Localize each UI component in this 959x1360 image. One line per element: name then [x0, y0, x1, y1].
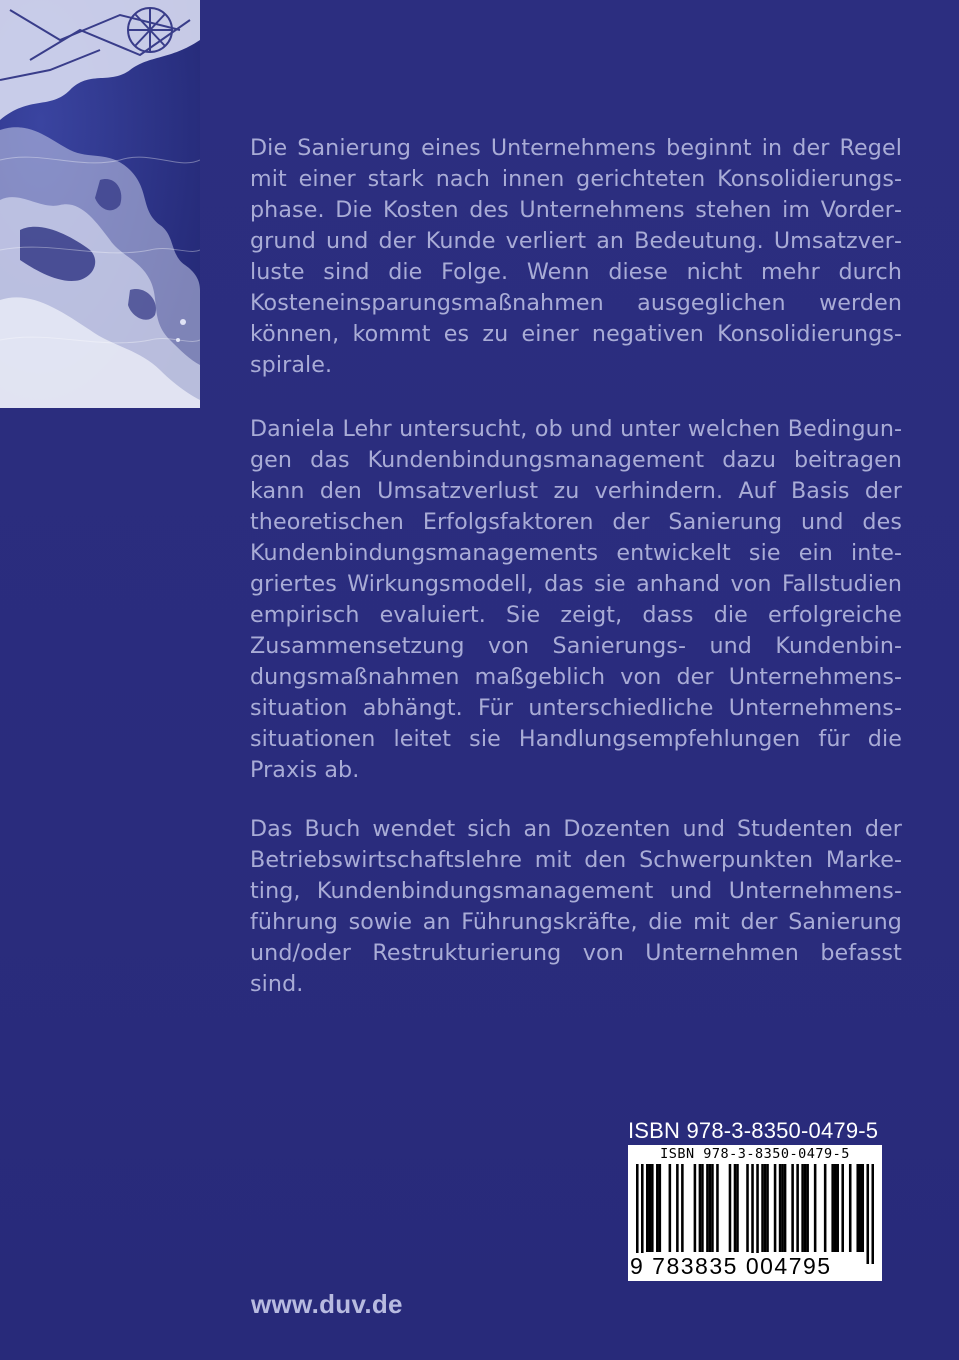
blurb-paragraph-3: Das Buch wendet sich an Dozenten und Studenten der Betriebswirtschaftslehre mit den Schwerpunkten Marketing, Kundenbindungsmanagement und Unternehmensführung sowie an Führungskräfte, die mit der Sanierung und/oder Restrukturierung von Unternehmen befasst sind. — [250, 816, 902, 997]
barcode-bars — [636, 1164, 874, 1264]
barcode-bar — [701, 1164, 704, 1252]
barcode-bar — [736, 1164, 739, 1252]
barcode-isbn-text: ISBN 978-3-8350-0479-5 — [660, 1146, 850, 1162]
barcode-bar — [871, 1164, 874, 1264]
barcode-bar — [784, 1164, 787, 1252]
barcode-bar — [709, 1164, 712, 1252]
barcode — [628, 1145, 882, 1281]
barcode-bar — [716, 1164, 719, 1252]
barcode-bar — [796, 1164, 799, 1252]
barcode-bar — [761, 1164, 764, 1252]
blurb-paragraph-1: Die Sanierung eines Unternehmens beginnt in der Regel mit einer stark nach innen gerichteten Konsolidierungsphase. Die Kosten des Unternehmens stehen im Vordergrund und der Kunde verliert an Bedeutung. Umsatzverluste sind die Folge. Wenn diese nicht mehr durch Kosteneinsparungsmaßnahmen ausgeglichen werden können, kommt es zu einer negativen Konsolidierungsspirale. — [250, 135, 902, 378]
barcode-bar — [649, 1164, 652, 1252]
barcode-bar — [651, 1164, 654, 1252]
barcode-bar — [804, 1164, 807, 1252]
barcode-bar — [791, 1164, 794, 1252]
barcode-bar — [841, 1164, 844, 1252]
barcode-bar — [659, 1164, 662, 1252]
barcode-bar — [699, 1164, 702, 1252]
barcode-bar — [729, 1164, 732, 1252]
barcode-bar — [831, 1164, 834, 1252]
barcode-bar — [824, 1164, 827, 1252]
barcode-bar — [836, 1164, 839, 1252]
barcode-bar — [751, 1164, 754, 1264]
barcode-bar — [779, 1164, 782, 1252]
barcode-bar — [814, 1164, 817, 1252]
barcode-bar — [861, 1164, 864, 1252]
barcode-bar — [801, 1164, 804, 1252]
barcode-bar — [641, 1164, 644, 1264]
barcode-bar — [766, 1164, 769, 1252]
barcode-bar — [656, 1164, 659, 1252]
barcode-bar — [859, 1164, 862, 1252]
barcode-bar — [711, 1164, 714, 1252]
barcode-bar — [706, 1164, 709, 1252]
barcode-bar — [746, 1164, 749, 1252]
barcode-bar — [856, 1164, 859, 1252]
barcode-digits: 9 783835 004795 — [630, 1253, 832, 1279]
barcode-bar — [636, 1164, 639, 1264]
barcode-bar — [676, 1164, 679, 1252]
blurb-paragraph-2: Daniela Lehr untersucht, ob und unter welchen Bedingungen das Kundenbindungsmanagement dazu beitragen kann den Umsatzverlust zu verhindern. Auf Basis der theoretischen Erfolgsfaktoren der Sanierung und des Kundenbindungsmanagements entwickelt sie ein integriertes Wirkungsmodell, das sie anhand von Fallstudien empirisch evaluiert. Sie zeigt, dass die erfolgreiche Zusammensetzung von Sanierungs- und Kundenbindungsmaßnahmen maßgeblich von der Unternehmenssituation abhängt. Für unterschiedliche Unternehmenssituationen leitet sie Handlungsempfehlungen für die Praxis ab. — [250, 416, 902, 783]
barcode-bar — [681, 1164, 684, 1252]
barcode-bar — [781, 1164, 784, 1252]
barcode-bar — [669, 1164, 672, 1252]
barcode-bar — [806, 1164, 809, 1252]
barcode-bar — [646, 1164, 649, 1252]
globe-map-image — [0, 0, 200, 408]
barcode-bar — [834, 1164, 837, 1252]
barcode-bar — [734, 1164, 737, 1252]
publisher-url: www.duv.de — [251, 1289, 403, 1319]
barcode-bar — [764, 1164, 767, 1252]
barcode-bar — [774, 1164, 777, 1252]
isbn-label: ISBN 978-3-8350-0479-5 — [628, 1118, 879, 1143]
barcode-bar — [756, 1164, 759, 1264]
barcode-bar — [866, 1164, 869, 1264]
barcode-bar — [849, 1164, 852, 1252]
barcode-bar — [694, 1164, 697, 1252]
